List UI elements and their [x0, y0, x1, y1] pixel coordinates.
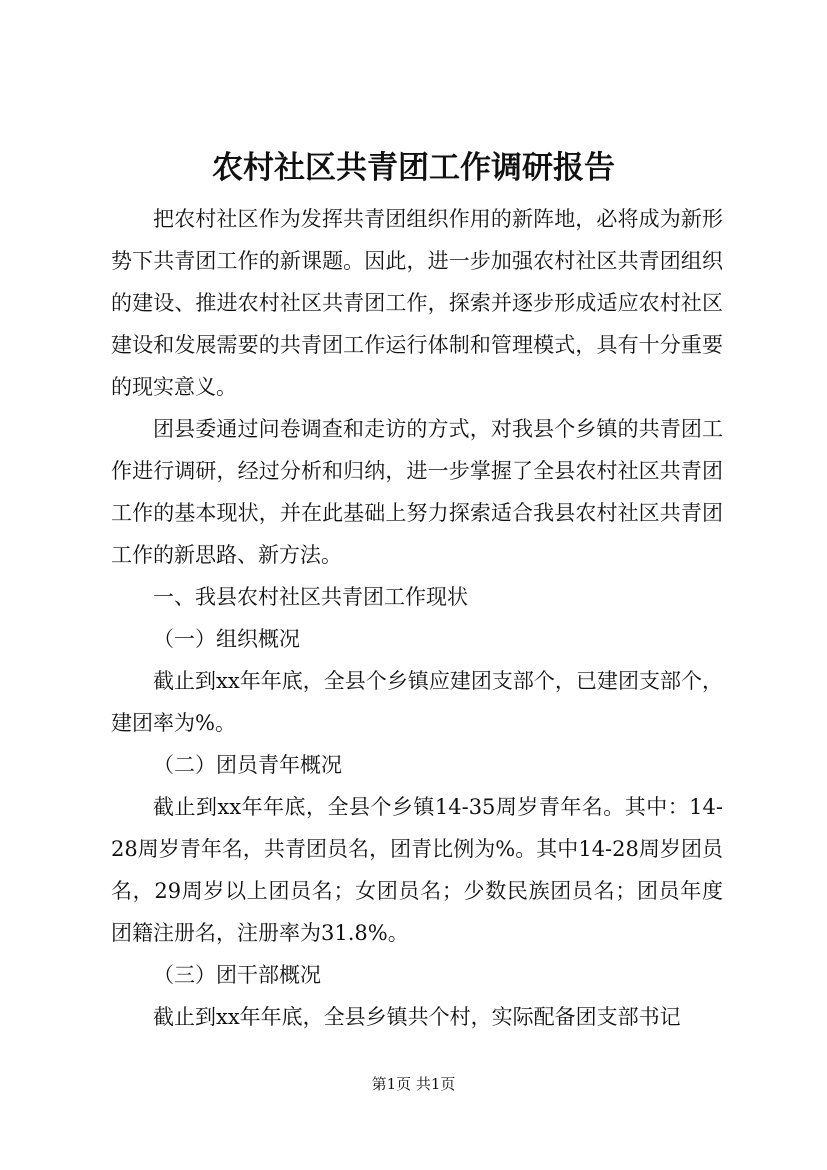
paragraph-cadres: 截止到xx年年底，全县乡镇共个村，实际配备团支部书记 — [153, 1005, 681, 1029]
document-body — [111, 198, 723, 1038]
section-heading-1: 一、我县农村社区共青团工作现状 — [153, 585, 468, 609]
subsection-heading-cadres: （三）团干部概况 — [153, 963, 321, 987]
paragraph-organization: 截止到xx年年底，全县个乡镇应建团支部个，已建团支部个，建团率为%。 — [111, 669, 723, 735]
document-title: 农村社区共青团工作调研报告 — [212, 150, 615, 186]
subsection-heading-organization: （一）组织概况 — [153, 627, 300, 651]
paragraph-intro: 把农村社区作为发挥共青团组织作用的新阵地，必将成为新形势下共青团工作的新课题。因此，进一步加强农村社区共青团组织的建设、推进农村社区共青团工作，探索并逐步形成适应农村社区建设和发展需要的共青团工作运行体制和管理模式，具有十分重要的现实意义。 — [111, 207, 723, 399]
paragraph-members: 截止到xx年年底，全县个乡镇14-35周岁青年名。其中：14-28周岁青年名，共青团员名，团青比例为%。其中14-28周岁团员名，29周岁以上团员名；女团员名；少数民族团员名；团员年度团籍注册名，注册率为31.8%。 — [111, 795, 723, 945]
subsection-heading-members: （二）团员青年概况 — [153, 753, 342, 777]
page-footer: 第1页 共1页 — [371, 1075, 456, 1093]
paragraph-survey: 团县委通过问卷调查和走访的方式，对我县个乡镇的共青团工作进行调研，经过分析和归纳，进一步掌握了全县农村社区共青团工作的基本现状，并在此基础上努力探索适合我县农村社区共青团工作的新思路、新方法。 — [111, 417, 723, 567]
